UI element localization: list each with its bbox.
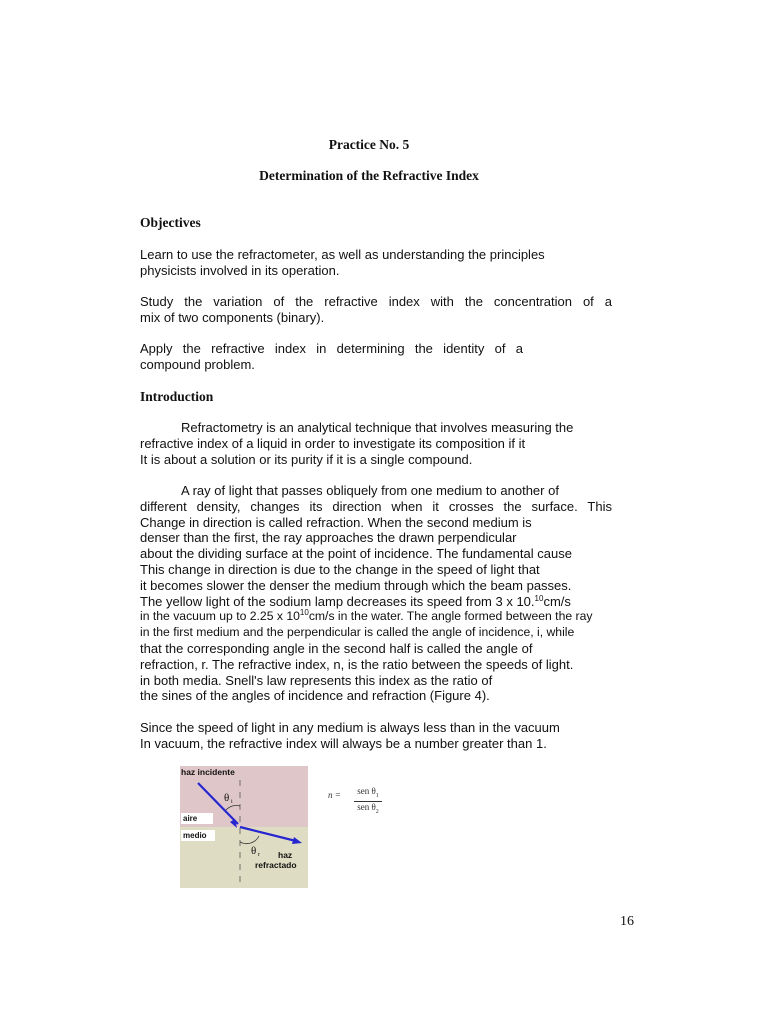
text-line: refraction, r. The refractive index, n, is the ratio between the speeds of light. [140, 656, 574, 672]
denominator-subscript: 2 [375, 808, 379, 815]
refracted-beam-label-2: refractado [255, 860, 297, 870]
text-line: physicists involved in its operation. [140, 262, 340, 278]
text-line: Learn to use the refractometer, as well as understanding the principles [140, 247, 545, 262]
theta-refraction-subscript: r [258, 852, 260, 858]
formula-lhs: n = [328, 790, 341, 800]
text-line: In vacuum, the refractive index will always be a number greater than 1. [140, 735, 547, 751]
theta-refraction-symbol: θ [251, 845, 257, 857]
text-line: compound problem. [140, 356, 255, 372]
formula-numerator [354, 786, 382, 802]
formula-denominator [354, 802, 382, 817]
text-line: denser than the first, the ray approaches the drawn perpendicular [140, 530, 517, 546]
numerator-subscript: 1 [375, 792, 379, 799]
theta-incidence-symbol: θ [224, 792, 230, 804]
text-line: This change in direction is due to the change in the speed of light that [140, 561, 540, 577]
air-label: aire [183, 814, 198, 823]
vacuum-rest: cm/s in the water. The angle formed between the ray [308, 609, 593, 624]
text-line: Refractometry is an analytical technique that involves measuring the [181, 420, 574, 435]
intro-paragraph-3 [140, 720, 560, 752]
intro-paragraph-2 [140, 483, 612, 704]
objective-3 [140, 341, 523, 373]
text-line: in both media. Snell's law represents this index as the ratio of [140, 672, 493, 688]
document-subtitle: Determination of the Refractive Index [259, 168, 479, 183]
numerator-text: sen θ [357, 786, 376, 796]
introduction-heading: Introduction [140, 389, 214, 404]
practice-title: Practice No. 5 [328, 137, 410, 152]
text-line: mix of two components (binary). [140, 309, 325, 325]
page-number: 16 [620, 914, 634, 929]
text-line: in the first medium and the perpendicular is called the angle of incidence, i, while [140, 625, 575, 640]
objectives-heading: Objectives [140, 215, 201, 230]
sodium-speed-line [140, 594, 612, 610]
refraction-figure [180, 766, 308, 888]
text-line: It is about a solution or its purity if it is a single compound. [140, 451, 473, 467]
text-line: Study the variation of the refractive index with the concentration of a [140, 294, 612, 309]
theta-incidence-subscript: i [231, 799, 233, 805]
intro-paragraph-1 [140, 420, 573, 467]
sodium-exponent: 10 [534, 593, 544, 603]
text-line: that the corresponding angle in the second half is called the angle of [140, 640, 533, 656]
objective-2 [140, 294, 612, 326]
text-line: A ray of light that passes obliquely from one medium to another of [181, 483, 559, 498]
refracted-beam-label-1: haz [278, 850, 293, 860]
text-line: Apply the refractive index in determining the identity of a [140, 341, 523, 356]
formula-fraction [354, 786, 382, 817]
text-line: Since the speed of light in any medium is always less than in the vacuum [140, 720, 560, 735]
text-line: refractive index of a liquid in order to investigate its composition if it [140, 435, 526, 451]
vacuum-text: in the vacuum up to 2.25 x 10 [140, 609, 300, 624]
text-line: the sines of the angles of incidence and refraction (Figure 4). [140, 688, 490, 704]
denominator-text: sen θ [357, 801, 376, 812]
vacuum-speed-line [140, 609, 612, 625]
incident-beam-label: haz incidente [181, 767, 235, 777]
text-line: about the dividing surface at the point of incidence. The fundamental cause [140, 546, 572, 562]
vacuum-exponent: 10 [299, 608, 309, 618]
objective-1 [140, 247, 545, 279]
medium-label: medio [183, 831, 207, 840]
sodium-unit: cm/s [543, 593, 571, 609]
text-line: different density, changes its direction when it crosses the surface. This [140, 498, 612, 514]
text-line: it becomes slower the denser the medium through which the beam passes. [140, 577, 572, 593]
sodium-text: The yellow light of the sodium lamp decreases its speed from 3 x 10. [140, 593, 535, 609]
text-line: Change in direction is called refraction. When the second medium is [140, 514, 532, 530]
